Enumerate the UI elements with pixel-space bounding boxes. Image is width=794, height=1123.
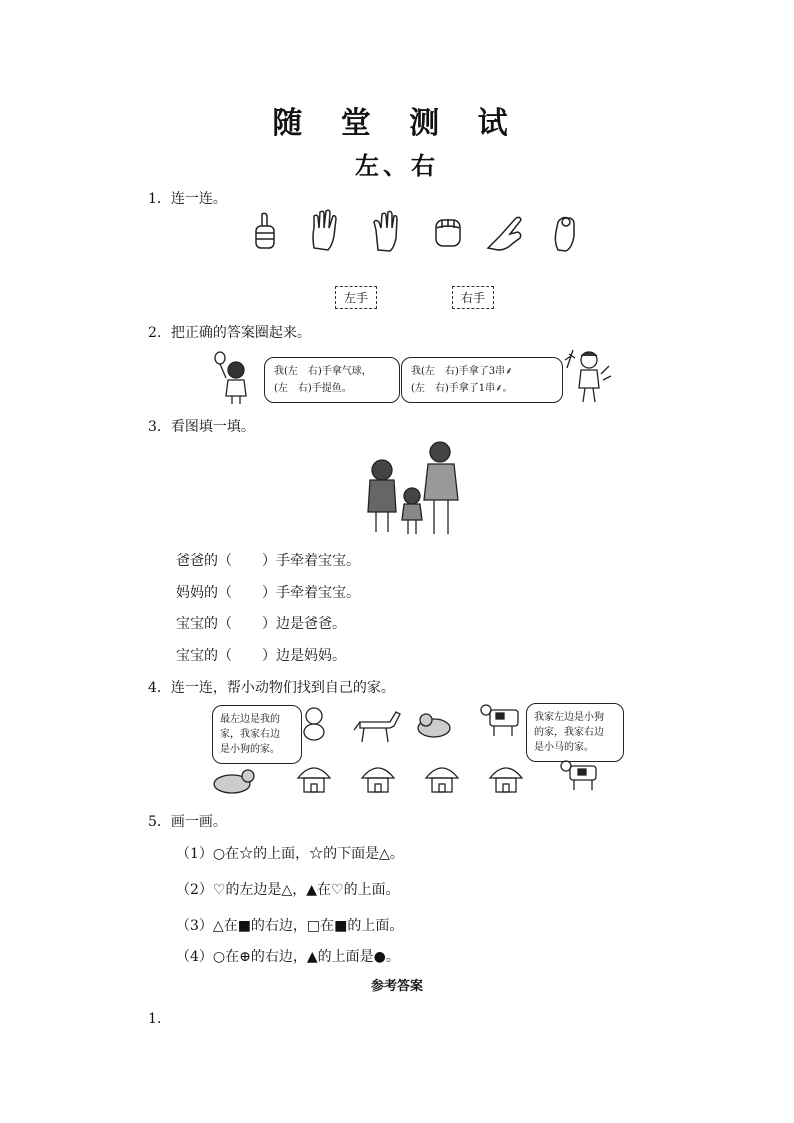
q3-line-4: 宝宝的（ ）边是妈妈。 bbox=[176, 648, 346, 664]
page-subtitle: 左、右 bbox=[355, 151, 439, 180]
open-palm-back-icon bbox=[313, 210, 336, 250]
answer-1: 1. bbox=[148, 1011, 162, 1027]
fist-icon bbox=[436, 219, 460, 246]
boy-with-wheat-icon bbox=[563, 346, 613, 404]
horse-icon[interactable] bbox=[354, 712, 400, 742]
q3-prompt: 3．看图填一填。 bbox=[148, 419, 255, 435]
page-title: 随 堂 测 试 bbox=[272, 106, 522, 141]
mushroom-house-icon[interactable] bbox=[426, 768, 458, 792]
pointing-hand-icon bbox=[488, 217, 521, 250]
right-hand-label[interactable]: 右手 bbox=[452, 286, 494, 309]
dog-icon[interactable] bbox=[304, 708, 324, 740]
q5-item-1: （1）○在☆的上面，☆的下面是△。 bbox=[176, 846, 404, 862]
family-illustration bbox=[360, 440, 464, 536]
mushroom-house-icon[interactable] bbox=[490, 768, 522, 792]
cow-icon[interactable] bbox=[561, 761, 596, 790]
q5-item-4: （4）○在⊕的右边，▲的上面是●。 bbox=[176, 949, 400, 965]
q5-item-2: （2）♡的左边是△，▲在♡的上面。 bbox=[176, 882, 400, 898]
q2-right-line1: 我(左 右)手拿了3串 bbox=[411, 366, 506, 377]
mushroom-house-icon[interactable] bbox=[362, 768, 394, 792]
girl-with-balloon-icon bbox=[212, 348, 256, 406]
left-hand-label[interactable]: 左手 bbox=[335, 286, 377, 309]
q3-line-2: 妈妈的（ ）手牵着宝宝。 bbox=[176, 585, 360, 601]
q4-scene bbox=[210, 700, 610, 800]
q1-hands bbox=[248, 208, 588, 258]
cat-icon[interactable] bbox=[418, 714, 450, 737]
q4-prompt: 4．连一连，帮小动物们找到自己的家。 bbox=[148, 680, 395, 696]
q5-prompt: 5．画一画。 bbox=[148, 814, 227, 830]
open-palm-front-icon bbox=[374, 211, 397, 251]
wheat-icon: ⸙ bbox=[495, 383, 503, 394]
q2-left-line1: 我(左 右)手拿气球， bbox=[274, 366, 372, 377]
q5-item-3: （3）△在■的右边，□在■的上面。 bbox=[176, 918, 404, 934]
q2-left-line2: (左 右)手提鱼。 bbox=[274, 383, 352, 394]
q4-left-bubble: 最左边是我的 家，我家右边 是小狗的家。 bbox=[212, 705, 302, 764]
thumbs-up-hand-icon bbox=[256, 213, 274, 248]
ok-hand-icon bbox=[555, 218, 574, 252]
q1-prompt: 1．连一连。 bbox=[148, 191, 227, 207]
wheat-icon: ⸙ bbox=[505, 366, 513, 377]
q2-right-line2: (左 右)手拿了1串 bbox=[411, 383, 496, 394]
q3-line-1: 爸爸的（ ）手牵着宝宝。 bbox=[176, 553, 360, 569]
q1-hands-row bbox=[248, 208, 588, 258]
q4-right-bubble: 我家左边是小狗 的家，我家右边 是小马的家。 bbox=[526, 703, 624, 762]
q3-line-3: 宝宝的（ ）边是爸爸。 bbox=[176, 616, 346, 632]
q2-left-bubble bbox=[264, 357, 400, 403]
mushroom-house-icon[interactable] bbox=[298, 768, 330, 792]
heart-icon: ♡ bbox=[212, 882, 226, 898]
cow-icon[interactable] bbox=[481, 705, 518, 736]
q2-prompt: 2．把正确的答案圈起来。 bbox=[148, 325, 311, 341]
q2-right-bubble: 我(左 右)手拿了3串⸙ (左 右)手拿了1串⸙。 bbox=[401, 357, 563, 403]
cat-icon[interactable] bbox=[214, 770, 254, 793]
answers-heading: 参考答案 bbox=[370, 979, 423, 994]
